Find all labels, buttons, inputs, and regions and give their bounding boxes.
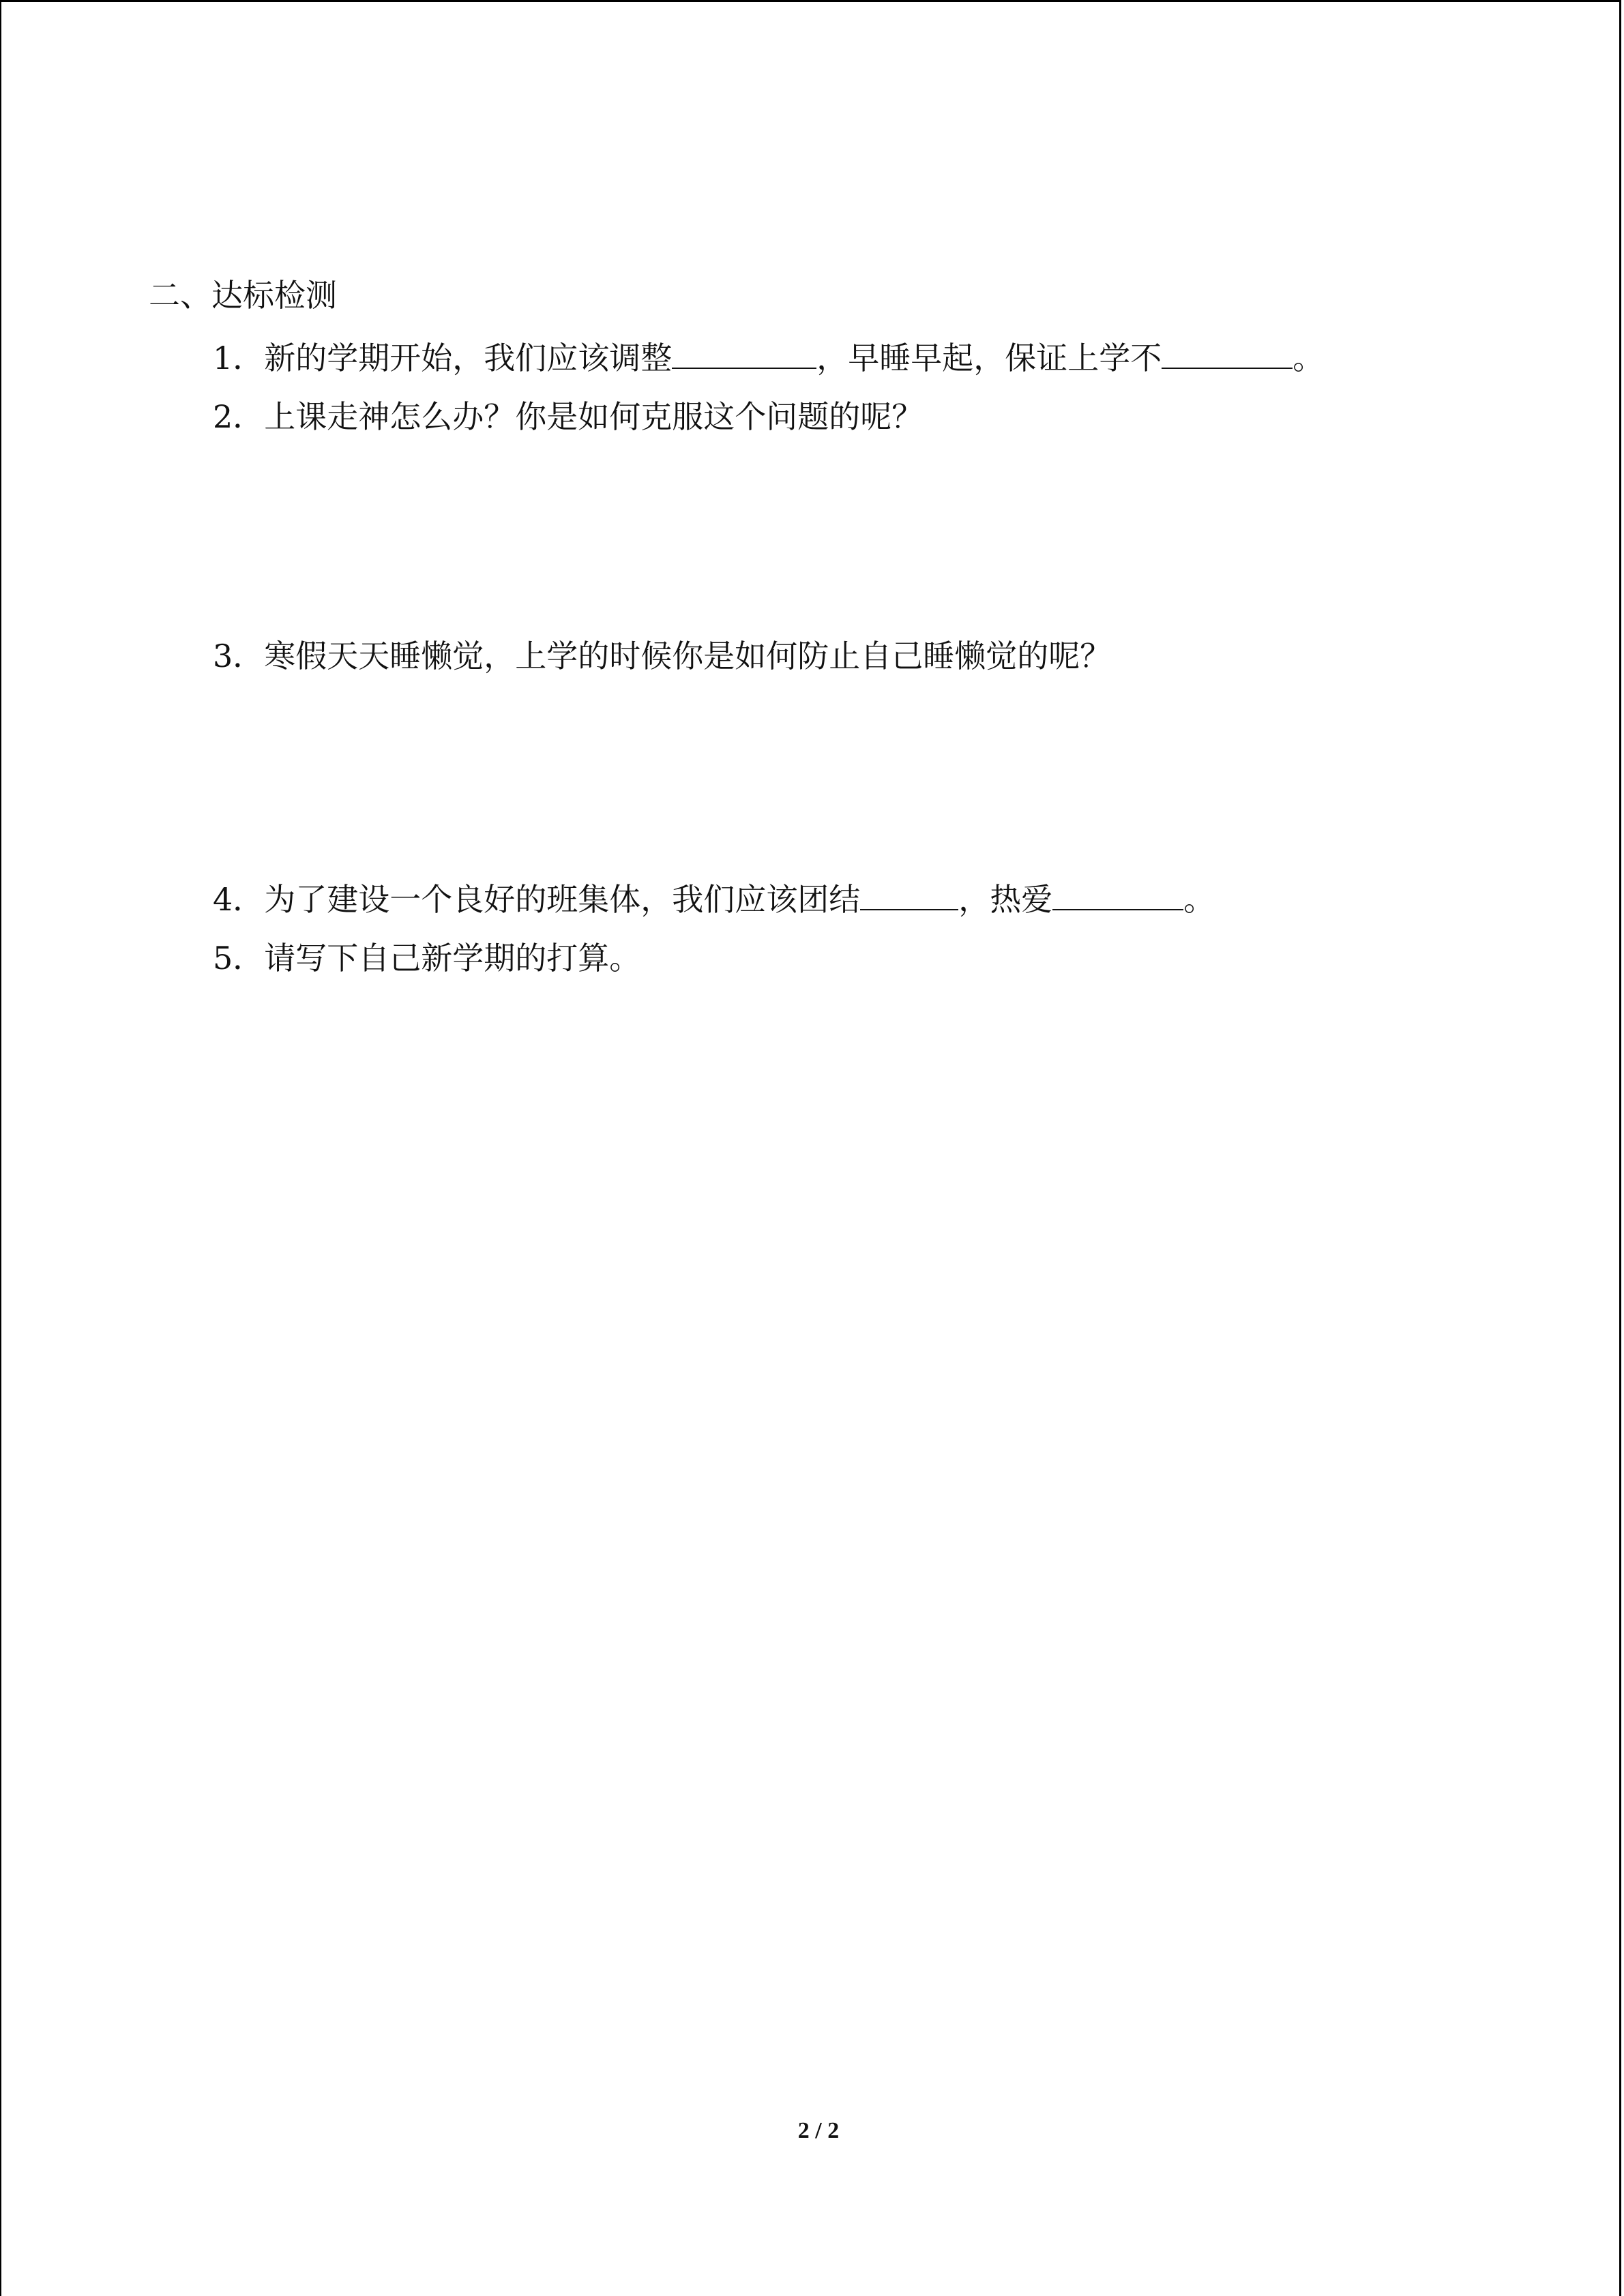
question-1-number: 1． <box>213 340 265 376</box>
question-4-text-part-1: 为了建设一个良好的班集体，我们应该团结 <box>264 881 861 918</box>
question-1-text-part-1: 新的学期开始，我们应该调整 <box>264 340 673 376</box>
question-1-text-part-2: ，早睡早起，保证上学不 <box>816 340 1162 376</box>
question-3-text: 寒假天天睡懒觉，上学的时候你是如何防止自己睡懒觉的呢？ <box>264 638 1112 674</box>
question-4-number: 4． <box>213 881 265 918</box>
question-1-blank-1[interactable] <box>672 338 816 369</box>
question-4-text-part-3: 。 <box>1183 881 1215 918</box>
question-4-blank-1[interactable] <box>860 879 958 910</box>
question-1 <box>213 338 1324 377</box>
question-4-blank-2[interactable] <box>1052 879 1183 910</box>
question-3 <box>213 637 1111 675</box>
question-2 <box>213 398 923 436</box>
question-5-text: 请写下自己新学期的打算。 <box>264 940 641 976</box>
question-4 <box>213 879 1215 919</box>
page-number: 2 / 2 <box>797 2118 840 2143</box>
question-1-text-part-3: 。 <box>1293 340 1325 376</box>
question-2-number: 2． <box>213 398 265 435</box>
question-1-blank-2[interactable] <box>1162 338 1293 369</box>
question-2-text: 上课走神怎么办？你是如何克服这个问题的呢？ <box>264 398 924 435</box>
question-3-number: 3． <box>213 638 265 674</box>
question-5 <box>213 939 640 977</box>
section-heading: 二、达标检测 <box>149 277 337 314</box>
question-5-number: 5． <box>213 940 265 976</box>
question-4-text-part-2: ，热爱 <box>958 881 1053 918</box>
